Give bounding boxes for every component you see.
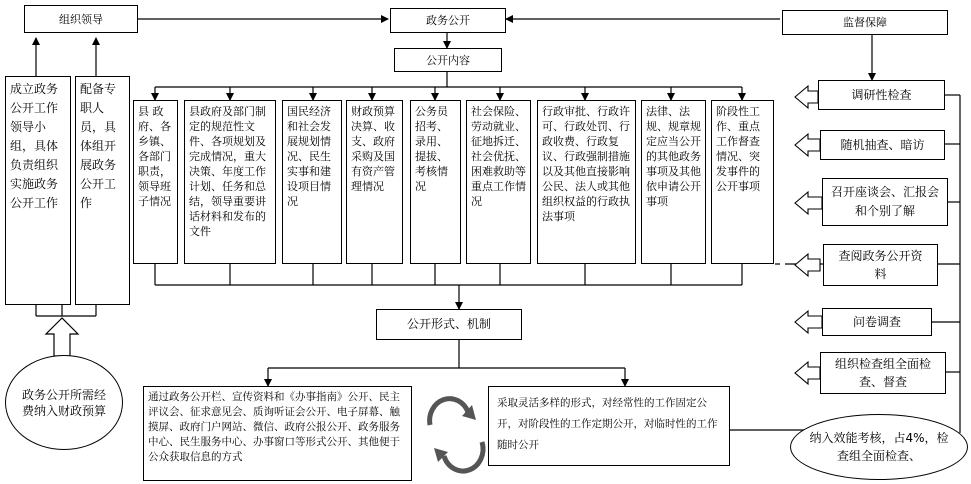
forms-right-box bbox=[488, 386, 730, 466]
gov-open-label: 政务公开 bbox=[426, 14, 470, 27]
leadership-label: 组织领导 bbox=[59, 12, 103, 26]
forms-left-box bbox=[143, 386, 412, 481]
content-item-7 bbox=[537, 100, 636, 264]
supervision-step-1 bbox=[818, 80, 945, 110]
content-item-text: 法律、法规、规章规定应当公开的其他政务事项及其他依申请公开事项 bbox=[646, 105, 701, 208]
content-item-9 bbox=[711, 100, 774, 264]
content-item-5 bbox=[410, 100, 461, 264]
supervision-step-2 bbox=[820, 130, 945, 160]
content-title-box bbox=[394, 48, 502, 72]
supervision-step-text: 问卷调查 bbox=[852, 314, 901, 329]
content-item-text: 县 政府、各乡镇、各部门职责，领导班子情况 bbox=[138, 105, 171, 208]
content-item-8 bbox=[641, 100, 706, 264]
leadership-box bbox=[24, 5, 138, 33]
forms-left-text: 通过政务公开栏、宣传资料和《办事指南》公开、民主评议会、征求意见会、质询听证会公开、电子屏幕、触摸屏、政府门户网站、微信、政府公报公开、政务服务中心、民生服务中心、办事窗口等形式公开、其他便于公众获取信息的方式 bbox=[148, 391, 400, 463]
supervision-step-text: 组织检查组全面检查、督查 bbox=[834, 357, 931, 389]
cycle-icon bbox=[430, 399, 483, 471]
leading-group-box bbox=[5, 76, 71, 305]
supervision-step-5 bbox=[822, 308, 932, 336]
supervision-step-text: 随机抽查、暗访 bbox=[840, 137, 925, 152]
forms-title-box bbox=[376, 309, 522, 340]
supervision-step-6 bbox=[820, 352, 946, 394]
budget-ellipse bbox=[5, 355, 123, 450]
content-item-text: 县政府及部门制定的规范性文件、各项规划及完成情况，重大决策、年度工作计划、任务和总结，领导重要讲话材料和发布的文件 bbox=[189, 105, 266, 238]
content-item-2 bbox=[184, 100, 276, 264]
content-item-1 bbox=[133, 100, 178, 264]
dedicated-staff-text: 配备专职人员，具体组开展政务公开工作 bbox=[80, 82, 117, 210]
content-item-text: 社会保险、劳动就业、征地拆迁、社会优抚、困难救助等重点工作情况 bbox=[471, 105, 526, 208]
supervision-step-text: 调研性检查 bbox=[851, 87, 912, 102]
forms-right-text: 采取灵活多样的形式，对经常性的工作固定公开，对阶段性的工作定期公开，对临时性的工作随时公开 bbox=[497, 397, 718, 451]
supervision-step-4 bbox=[823, 244, 938, 286]
content-item-6 bbox=[466, 100, 531, 264]
supervision-step-text: 召开座谈会、汇报会和个别了解 bbox=[830, 185, 939, 218]
hollow-up-arrow bbox=[46, 318, 78, 356]
content-title: 公开内容 bbox=[426, 53, 470, 67]
content-item-text: 国民经济和社会发展规划情况、民生实事和建设项目情况 bbox=[287, 105, 331, 208]
supervision-step-text: 查阅政务公开资料 bbox=[838, 249, 923, 281]
budget-text: 政务公开所需经费纳入财政预算 bbox=[22, 387, 107, 418]
supervision-step-text: 纳入效能考核，占4%，检查组全面检查、 bbox=[809, 431, 949, 463]
content-item-4 bbox=[346, 100, 403, 264]
forms-title: 公开形式、机制 bbox=[406, 317, 491, 331]
supervision-step-7 bbox=[790, 414, 968, 480]
supervision-box bbox=[782, 10, 948, 35]
content-item-text: 财政预算决算、收支、政府采购及国有资产管理情况 bbox=[351, 105, 395, 193]
supervision-step-3 bbox=[822, 178, 948, 226]
content-item-text: 阶段性工作、重点工作督查情况、突发事件的公开事项 bbox=[716, 105, 760, 193]
dedicated-staff-box bbox=[75, 76, 130, 305]
content-item-3 bbox=[282, 100, 342, 264]
supervision-label: 监督保障 bbox=[843, 16, 887, 29]
gov-open-box bbox=[390, 8, 506, 33]
content-item-text: 公务员招考、录用、提拔、考核情况 bbox=[415, 105, 448, 193]
leading-group-text: 成立政务公开工作领导小组，具体负责组织实施政务公开工作 bbox=[10, 82, 59, 210]
content-item-text: 行政审批、行政许可、行政处罚、行政收费、行政复议、行政强制措施以及其他直接影响公民、法人或其他组织权益的行政执法事项 bbox=[542, 105, 630, 223]
